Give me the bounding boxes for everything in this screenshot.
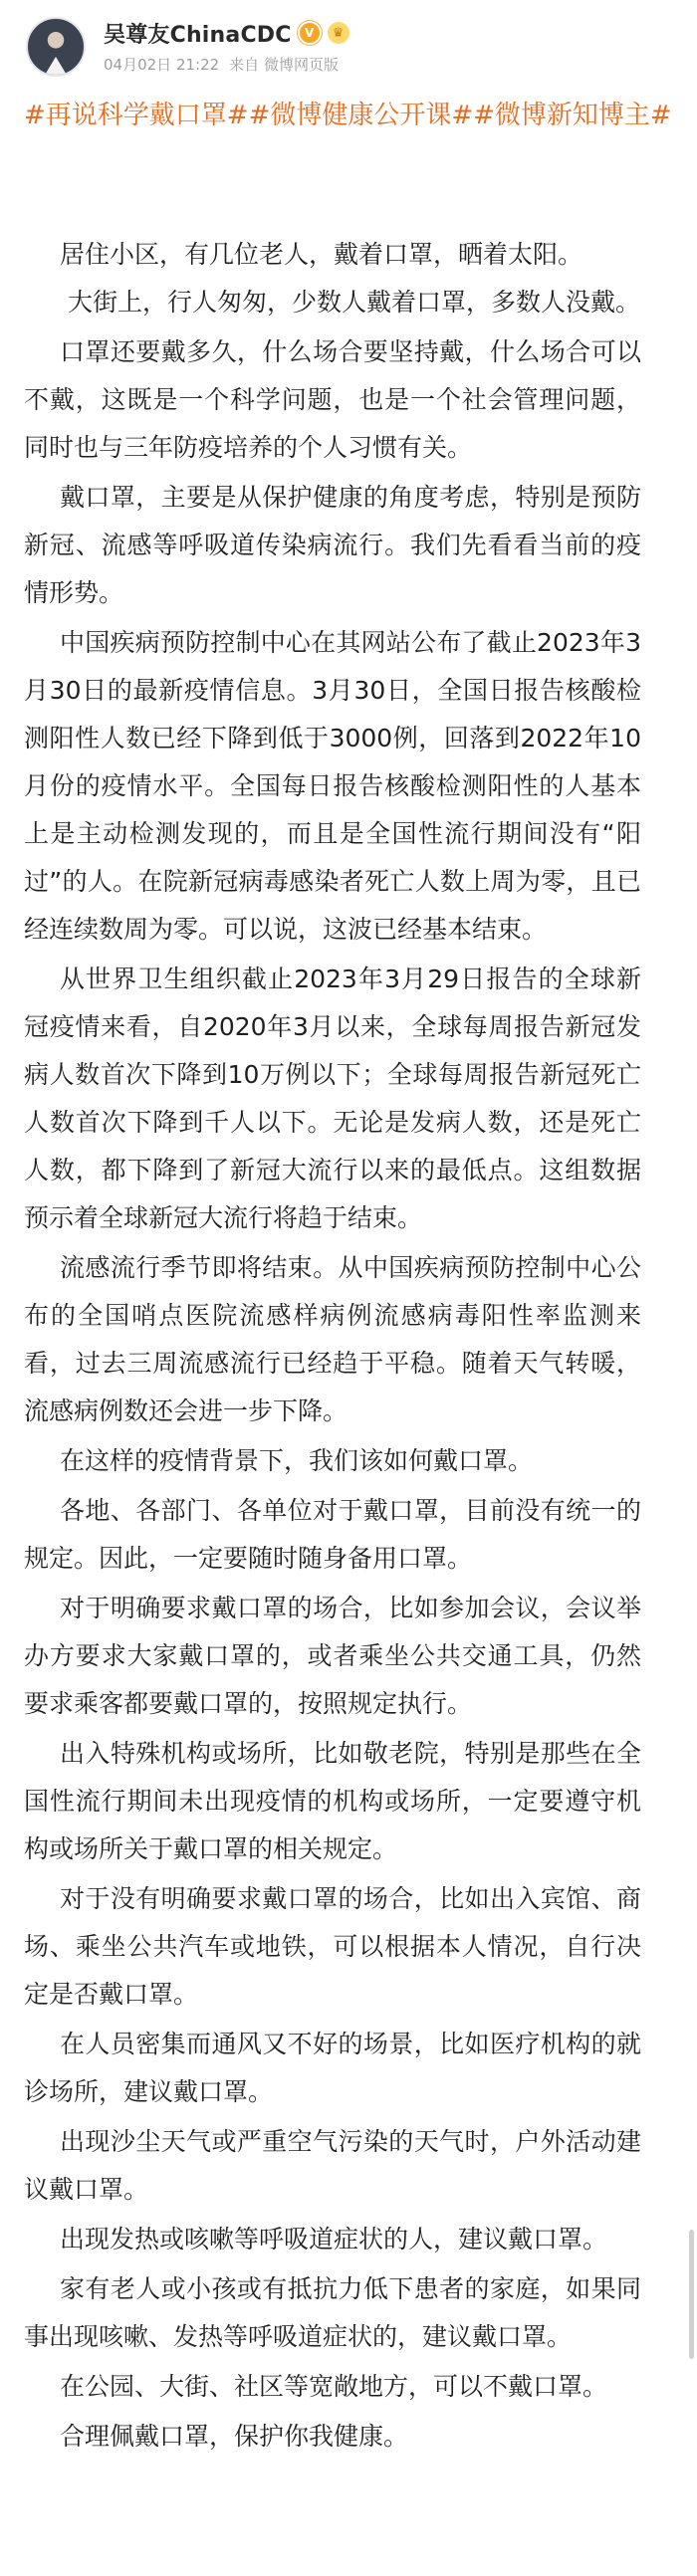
post-date[interactable]: 04月02日 21:22 [104, 56, 220, 74]
paragraph: 在这样的疫情背景下，我们该如何戴口罩。 [60, 1446, 534, 1475]
post-body [24, 231, 677, 2461]
username-row [104, 18, 349, 48]
paragraph: 中国疾病预防控制中心在其网站公布了截止2023年3月30日的最新疫情信息。3月30日，全国日报告核酸检测阳性人数已经下降到低于3000例，回落到2022年10月份的疫情水平。全国每日报告核酸检测阳性的人基本上是主动检测发现的，而且是全国性流行期间没有“阳过”的人。在院新冠病毒感染者死亡人数上周为零，且已经连续数周为零。可以说，这波已经基本结束。 [24, 628, 641, 944]
paragraph: 居住小区，有几位老人，戴着口罩，晒着太阳。 [60, 240, 583, 269]
paragraph: 对于明确要求戴口罩的场合，比如参加会议，会议举办方要求大家戴口罩的，或者乘坐公共交通工具，仍然要求乘客都要戴口罩的，按照规定执行。 [24, 1594, 641, 1718]
paragraph: 从世界卫生组织截止2023年3月29日报告的全球新冠疫情来看，自2020年3月以来，全球每周报告新冠发病人数首次下降到10万例以下；全球每周报告新冠死亡人数首次下降到千人以下。无论是发病人数，还是死亡人数，都下降到了新冠大流行以来的最低点。这组数据预示着全球新冠大流行将趋于结束。 [24, 965, 641, 1232]
paragraph: 戴口罩，主要是从保护健康的角度考虑，特别是预防新冠、流感等呼吸道传染病流行。我们先看看当前的疫情形势。 [24, 483, 641, 607]
post-source: 来自 微博网页版 [229, 56, 339, 74]
paragraph: 大街上，行人匆匆，少数人戴着口罩，多数人没戴。 [68, 288, 641, 317]
paragraph: 流感流行季节即将结束。从中国疾病预防控制中心公布的全国哨点医院流感样病例流感病毒阳性率监测来看，过去三周流感流行已经趋于平稳。随着天气转暖，流感病例数还会进一步下降。 [24, 1253, 641, 1425]
v-badge-icon: V [298, 21, 322, 45]
topic-tags[interactable]: #再说科学戴口罩##微博健康公开课##微博新知博主# [24, 101, 672, 130]
paragraph: 家有老人或小孩或有抵抗力低下患者的家庭，如果同事出现咳嗽、发热等呼吸道症状的，建议戴口罩。 [24, 2274, 641, 2351]
avatar-shirt [44, 57, 68, 77]
paragraph: 合理佩戴口罩，保护你我健康。 [60, 2422, 409, 2451]
author-name[interactable]: 吴尊友ChinaCDC [104, 22, 292, 48]
paragraph: 口罩还要戴多久，什么场合要坚持戴，什么场合可以不戴，这既是一个科学问题，也是一个社会管理问题，同时也与三年防疫培养的个人习惯有关。 [24, 337, 641, 462]
paragraph: 出入特殊机构或场所，比如敬老院，特别是那些在全国性流行期间未出现疫情的机构或场所，一定要遵守机构或场所关于戴口罩的相关规定。 [24, 1739, 641, 1863]
paragraph: 各地、各部门、各单位对于戴口罩，目前没有统一的规定。因此，一定要随时随身备用口罩。 [24, 1496, 641, 1573]
paragraph: 在人员密集而通风又不好的场景，比如医疗机构的就诊场所，建议戴口罩。 [24, 2030, 641, 2106]
paragraph: 在公园、大街、社区等宽敞地方，可以不戴口罩。 [60, 2372, 608, 2401]
paragraph: 出现沙尘天气或严重空气污染的天气时，户外活动建议戴口罩。 [24, 2127, 641, 2204]
avatar[interactable] [26, 17, 86, 77]
crown-badge-icon: ♛ [328, 22, 349, 44]
scrollbar[interactable] [689, 2230, 694, 2359]
post-header [0, 0, 697, 88]
paragraph: 对于没有明确要求戴口罩的场合，比如出入宾馆、商场、乘坐公共汽车或地铁，可以根据本人情况，自行决定是否戴口罩。 [24, 1884, 641, 2009]
paragraph: 出现发热或咳嗽等呼吸道症状的人，建议戴口罩。 [60, 2225, 608, 2254]
post-meta [104, 54, 339, 75]
